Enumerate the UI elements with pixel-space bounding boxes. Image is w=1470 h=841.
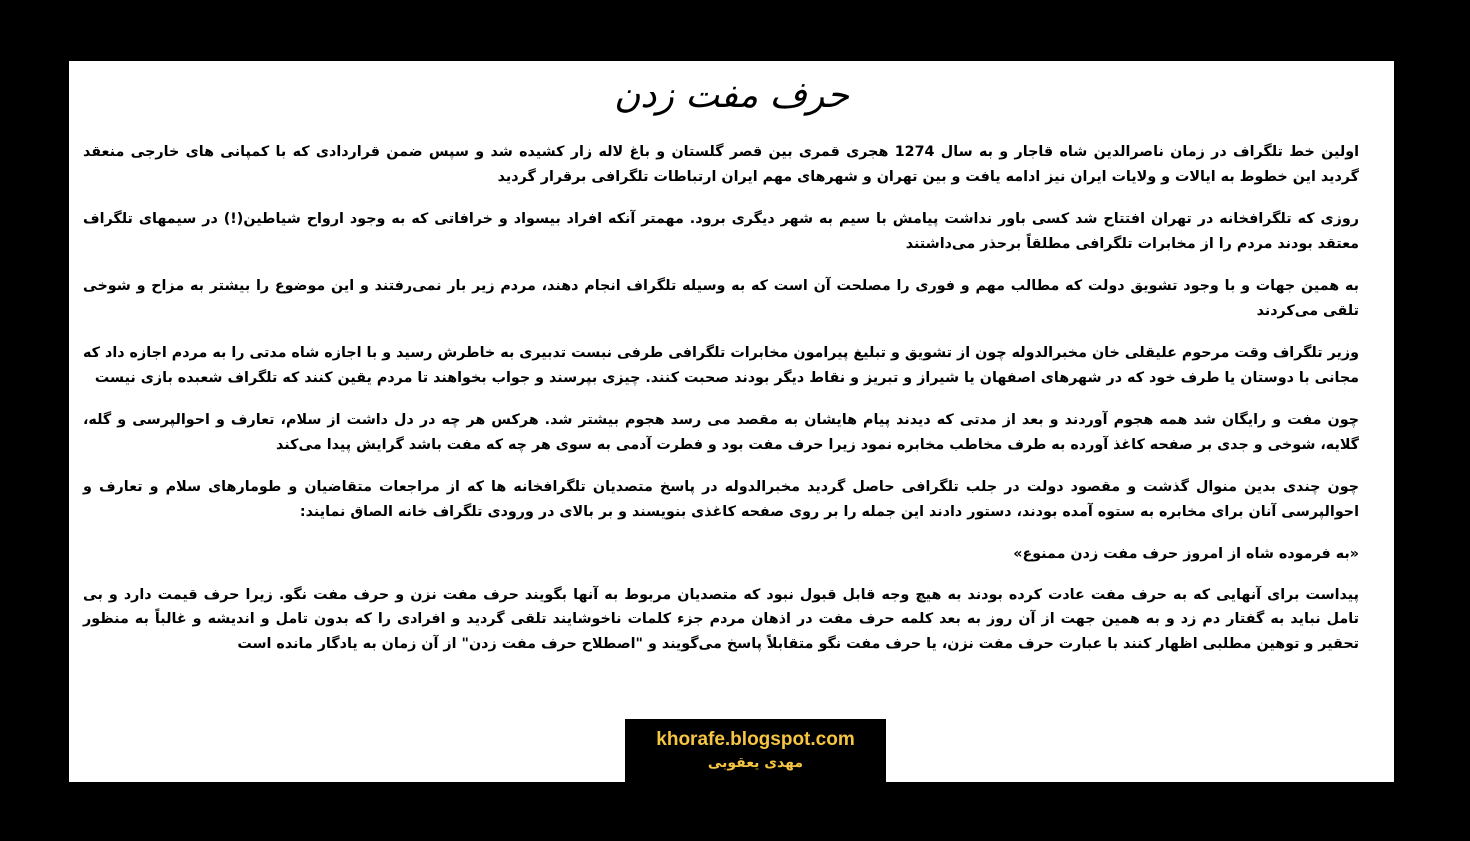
paragraph-public-disbelief: روزی که تلگرافخانه در تهران افتتاح شد کسی باور نداشت پیامش با سیم به شهر دیگری برود. مهمتر آنکه افراد بیسواد و خرافاتی که به وجود ارواح شیاطین(!) در سیمهای تلگراف معتقد بودند مردم را از مخابرات تلگرافی مطلقاً برحذر می‌داشتند — [83, 211, 1359, 252]
document-page — [69, 61, 1394, 782]
paragraph-free-rush: چون مفت و رایگان شد همه هجوم آوردند و بعد از مدتی که دیدند پیام هایشان به مقصد می رسد هجوم بیشتر شد. هرکس هر چه در دل داشت از سلام، تعارف و احوالپرسی و گله، گلایه، شوخی و جدی بر صفحه کاغذ آورده به طرف مخاطب مخابره نمود زیرا حرف مفت بود و فطرت آدمی به سوی هر چه که مفت باشد گرایش پیدا می‌کند — [83, 412, 1359, 453]
paragraph-royal-decree-quote: «به فرموده شاه از امروز حرف مفت زدن ممنوع» — [1013, 546, 1359, 562]
document-body — [83, 140, 1359, 674]
blog-url: khorafe.blogspot.com — [656, 729, 855, 750]
paragraph-idiom-origin: پیداست برای آنهایی که به حرف مفت عادت کرده بودند به هیچ وجه قابل قبول نبود که متصدیان مربوط به آنها بگویند حرف مفت نزن و حرف مفت نگو. زیرا حرف قیمت دارد و بی تامل نباید به گفتار دم زد و به همین جهت از آن روز به بعد کلمه حرف مفت در اذهان مردم جزء کلمات ناخوشایند تلقی گردید و افرادی را که بدون تامل و اندیشه و غالباً به منظور تحقیر و توهین مطلبی اظهار کنند با عبارت حرف مفت نزن، یا حرف مفت نگو متقابلاً پاسخ می‌گویند و "اصطلاح حرف مفت زدن" از آن زمان به یادگار مانده است — [83, 586, 1359, 652]
paragraph-order-issued: چون چندی بدین منوال گذشت و مقصود دولت در جلب تلگرافی حاصل گردید مخبرالدوله در پاسخ متصدیان تلگرافخانه ها که از مراجعات متقاضیان و طومارهای سلام و تعارف و احوالپرسی آنان برای مخابره به ستوه آمده بودند، دستور دادند این جمله را بر روی صفحه کاغذی بنویسند و بر بالای در ورودی تلگراف خانه الصاق نمایند: — [83, 479, 1359, 520]
author-name: مهدی یعقوبی — [707, 755, 804, 771]
source-credit-box — [625, 719, 886, 782]
paragraph-telegraph-history: اولین خط تلگراف در زمان ناصرالدین شاه قاجار و به سال 1274 هجری قمری بین قصر گلستان و باغ لاله زار کشیده شد و سپس ضمن قراردادی که با کمپانی های خارجی منعقد گردید این خطوط به ایالات و ولایات ایران نیز ادامه یافت و بین تهران و شهرهای مهم ایران ارتباطات تلگرافی برقرار گردید — [83, 144, 1359, 185]
paragraph-minister-idea: وزیر تلگراف وقت مرحوم علیقلی خان مخبرالدوله چون از تشویق و تبلیغ پیرامون مخابرات تلگرافی طرفی نبست تدبیری به خاطرش رسید و با اجازه شاه مدتی را به مردم اجازه داد که مجانی با دوستان یا طرف خود که در شهرهای اصفهان یا شیراز و تبریز و نقاط دیگر بودند صحبت کنند. چیزی بپرسند و جواب بخواهند تا مردم یقین کنند که تلگراف شعبده بازی نیست — [83, 345, 1359, 386]
paragraph-public-reluctance: به همین جهات و با وجود تشویق دولت که مطالب مهم و فوری را مصلحت آن است که به وسیله تلگراف انجام دهند، مردم زیر بار نمی‌رفتند و این موضوع را بیشتر به مزاح و شوخی تلقی می‌کردند — [83, 278, 1359, 319]
document-title: حرف مفت زدن — [613, 75, 850, 116]
